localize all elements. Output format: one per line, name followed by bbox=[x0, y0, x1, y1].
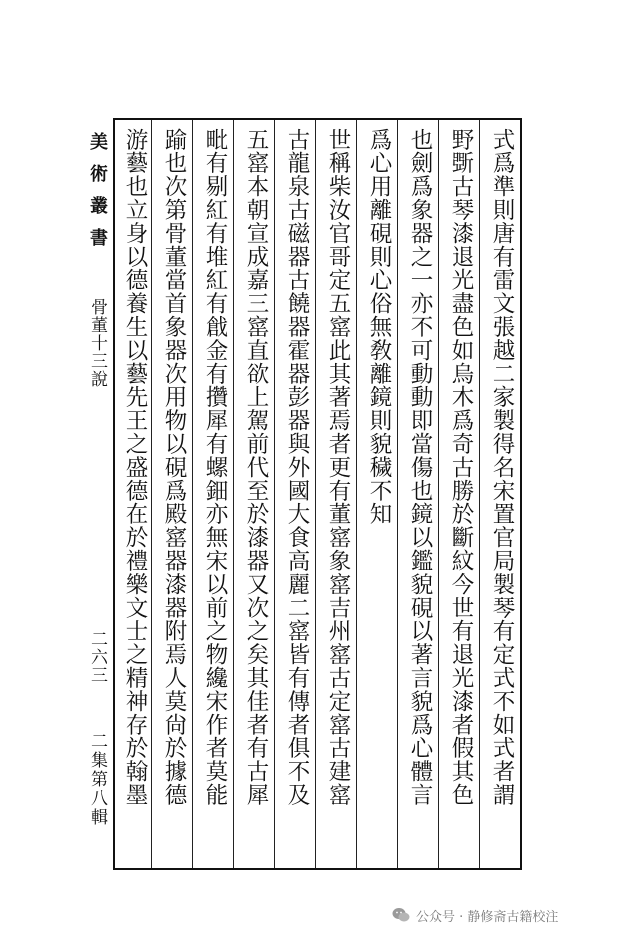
text-column-9: 踰也次第骨董當首象器次用物以硯爲殿窰器漆器附焉人莫尙於據德 bbox=[161, 128, 187, 807]
frame-rule-top bbox=[113, 118, 522, 120]
text-column-1: 式爲準則唐有雷文張越二家製得名宋置官局製琴有定式不如式者謂 bbox=[489, 128, 515, 807]
text-column-4: 爲心用離硯則心俗無敎離鏡則貌穢不知 bbox=[366, 128, 392, 526]
watermark-text: 公众号 · 静修斋古籍校注 bbox=[416, 909, 559, 925]
frame-rule-bottom bbox=[113, 868, 522, 870]
text-column-8: 毗有剔紅有堆紅有戧金有攢犀有螺鈿亦無宋以前之物纔宋作者莫能 bbox=[202, 128, 228, 807]
text-column-3: 也劍爲象器之一亦不可動動即當傷也鏡以鑑貌硯以著言貌爲心體言 bbox=[407, 128, 433, 807]
watermark bbox=[392, 904, 558, 926]
wechat-icon bbox=[392, 907, 410, 923]
text-column-2: 野斲古琴漆退光盡色如烏木爲奇古勝於斷紋今世有退光漆者假其色 bbox=[448, 128, 474, 807]
text-column-6: 古龍泉古磁器古饒器霍器彭器與外國大食高麗二窰皆有傳者俱不及 bbox=[284, 128, 310, 807]
text-column-7: 五窰本朝宣成嘉三窰直欲上駕前代至於漆器又次之矣其佳者有古犀 bbox=[243, 128, 269, 807]
volume-label: 二集第八輯 bbox=[87, 732, 107, 827]
text-column-5: 世稱柴汝官哥定五窰此其著焉者更有董窰象窰吉州窰古定窰古建窰 bbox=[325, 128, 351, 807]
series-title: 美術叢書 bbox=[87, 132, 108, 260]
section-title: 骨董十三說 bbox=[87, 298, 107, 388]
page-number: 二六三 bbox=[87, 630, 107, 684]
text-column-10: 游藝也立身以德養生以藝先王之盛德在於禮樂文士之精神存於翰墨 bbox=[122, 128, 148, 807]
